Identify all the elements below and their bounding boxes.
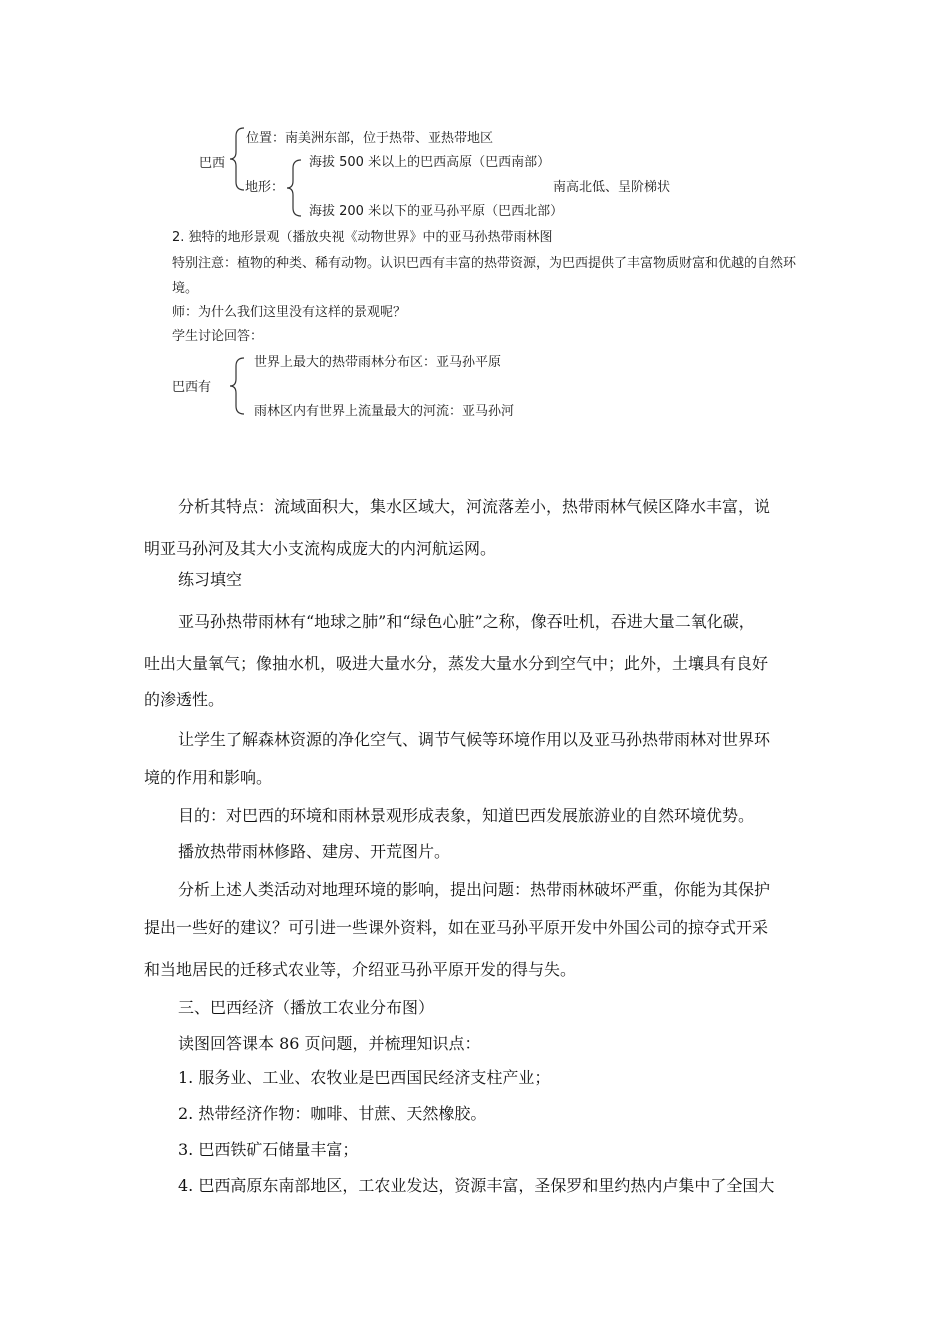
diagram1-terrain-note: 南高北低、呈阶梯状	[553, 180, 671, 195]
paragraph-7-line-2: 提出一些好的建议？可引进一些课外资料，如在亚马孙平原开发中外国公司的掠夺式开采	[144, 918, 769, 937]
paragraph-3-line-1: 亚马孙热带雨林有“地球之肺”和“绿色心脏”之称，像吞吐机，吞进大量二氧化碳，	[178, 612, 755, 631]
paragraph-6: 播放热带雨林修路、建房、开荒图片。	[178, 842, 451, 861]
brace-icon-3	[228, 356, 248, 416]
diagram1-position: 位置：南美洲东部，位于热带、亚热带地区	[246, 131, 494, 146]
diagram1-terrain-upper: 海拔 500 米以上的巴西高原（巴西南部）	[309, 155, 551, 170]
diagram1-terrain-label: 地形：	[245, 180, 285, 195]
list-item-2: 2. 热带经济作物：咖啡、甘蔗、天然橡胶。	[178, 1104, 487, 1123]
img-line-2a: 特别注意：植物的种类、稀有动物。认识巴西有丰富的热带资源，为巴西提供了丰富物质财富和优越的自然环	[172, 256, 797, 271]
paragraph-7-line-3: 和当地居民的迁移式农业等，介绍亚马孙平原开发的得与失。	[144, 960, 577, 979]
paragraph-9: 读图回答课本 86 页问题，并梳理知识点：	[178, 1034, 481, 1053]
diagram2-item-2: 雨林区内有世界上流量最大的河流：亚马孙河	[254, 404, 515, 419]
img-line-4: 学生讨论回答：	[172, 329, 264, 344]
paragraph-1-line-1: 分析其特点：流域面积大，集水区域大，河流落差小，热带雨林气候区降水丰富，说	[178, 497, 771, 516]
paragraph-2: 练习填空	[178, 570, 243, 589]
img-line-1: 2. 独特的地形景观（播放央视《动物世界》中的亚马孙热带雨林图	[172, 230, 553, 245]
img-line-2b: 境。	[172, 281, 199, 296]
diagram2-item-1: 世界上最大的热带雨林分布区：亚马孙平原	[254, 355, 502, 370]
paragraph-7-line-1: 分析上述人类活动对地理环境的影响，提出问题：热带雨林破坏严重，你能为其保护	[178, 880, 771, 899]
diagram2-root: 巴西有	[172, 380, 212, 395]
paragraph-3-line-2: 吐出大量氧气；像抽水机，吸进大量水分，蒸发大量水分到空气中；此外，土壤具有良好	[144, 654, 769, 673]
paragraph-4-line-2: 境的作用和影响。	[144, 768, 273, 787]
paragraph-3-line-3: 的渗透性。	[144, 690, 225, 709]
brace-icon-2	[285, 158, 305, 218]
img-line-3: 师：为什么我们这里没有这样的景观呢？	[172, 305, 407, 320]
list-item-4: 4. 巴西高原东南部地区，工农业发达，资源丰富，圣保罗和里约热内卢集中了全国大	[178, 1176, 775, 1195]
paragraph-4-line-1: 让学生了解森林资源的净化空气、调节气候等环境作用以及亚马孙热带雨林对世界环	[178, 730, 771, 749]
diagram1-root: 巴西	[199, 156, 226, 171]
list-item-1: 1. 服务业、工业、农牧业是巴西国民经济支柱产业；	[178, 1068, 551, 1087]
paragraph-1-line-2: 明亚马孙河及其大小支流构成庞大的内河航运网。	[144, 539, 497, 558]
paragraph-5: 目的：对巴西的环境和雨林景观形成表象，知道巴西发展旅游业的自然环境优势。	[178, 806, 755, 825]
diagram1-terrain-lower: 海拔 200 米以下的亚马孙平原（巴西北部）	[309, 204, 564, 219]
list-item-3: 3. 巴西铁矿石储量丰富；	[178, 1140, 359, 1159]
section-heading: 三、巴西经济（播放工农业分布图）	[178, 998, 435, 1017]
